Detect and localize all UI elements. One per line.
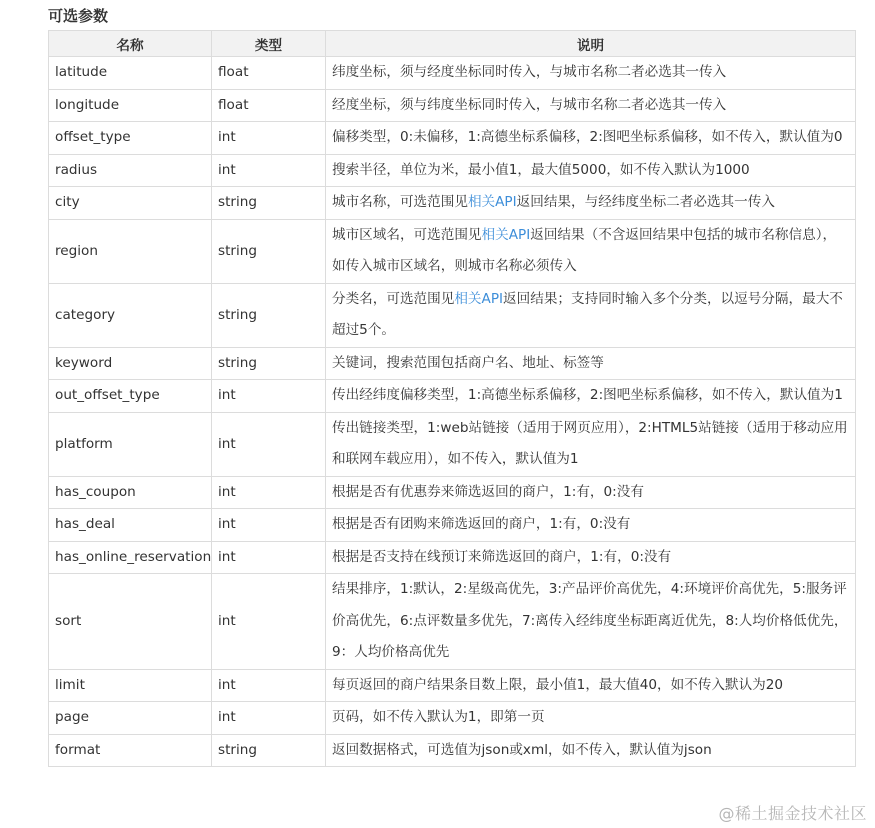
param-name: has_coupon (49, 476, 212, 509)
table-row (49, 574, 856, 670)
table-row (49, 509, 856, 542)
param-name: out_offset_type (49, 380, 212, 413)
param-description: 搜索半径，单位为米，最小值1，最大值5000，如不传入默认为1000 (326, 154, 856, 187)
table-row (49, 412, 856, 476)
table-row (49, 669, 856, 702)
param-type: string (212, 187, 326, 220)
param-description: 经度坐标，须与纬度坐标同时传入，与城市名称二者必选其一传入 (326, 89, 856, 122)
param-name: has_online_reservation (49, 541, 212, 574)
param-type: float (212, 57, 326, 90)
description-text: 城市区域名，可选范围见 (332, 226, 482, 243)
table-row (49, 187, 856, 220)
param-name: category (49, 283, 212, 347)
param-description: 传出链接类型，1:web站链接（适用于网页应用），2:HTML5站链接（适用于移动应用和联网车载应用），如不传入，默认值为1 (326, 412, 856, 476)
param-name: page (49, 702, 212, 735)
column-header-description: 说明 (326, 31, 856, 57)
param-name: limit (49, 669, 212, 702)
param-type: string (212, 283, 326, 347)
param-type: int (212, 380, 326, 413)
param-description: 关键词，搜索范围包括商户名、地址、标签等 (326, 347, 856, 380)
watermark: @稀土掘金技术社区 (718, 804, 867, 823)
param-description: 偏移类型，0:未偏移，1:高德坐标系偏移，2:图吧坐标系偏移，如不传入，默认值为0 (326, 122, 856, 155)
description-text: 返回结果（不含返回结果中包括的城市名称信息），如传入城市区域名，则城市名称必须传入 (332, 226, 837, 274)
table-row (49, 154, 856, 187)
param-name: longitude (49, 89, 212, 122)
table-row (49, 347, 856, 380)
param-name: offset_type (49, 122, 212, 155)
param-description: 根据是否支持在线预订来筛选返回的商户，1:有，0:没有 (326, 541, 856, 574)
param-name: has_deal (49, 509, 212, 542)
description-text: 分类名，可选范围见 (332, 290, 455, 307)
param-description: 根据是否有团购来筛选返回的商户，1:有，0:没有 (326, 509, 856, 542)
section-title: 可选参数 (48, 7, 109, 25)
description-text: 返回结果；支持同时输入多个分类，以逗号分隔，最大不超过5个。 (332, 290, 843, 338)
param-type: int (212, 574, 326, 670)
table-row (49, 57, 856, 90)
description-text: 返回结果，与经纬度坐标二者必选其一传入 (516, 194, 775, 210)
header-row (49, 31, 856, 57)
param-type: int (212, 702, 326, 735)
param-type: int (212, 669, 326, 702)
description-text: 城市名称，可选范围见 (332, 194, 468, 210)
param-type: int (212, 412, 326, 476)
table-row (49, 283, 856, 347)
table-row (49, 89, 856, 122)
param-description: 返回数据格式，可选值为json或xml，如不传入，默认值为json (326, 734, 856, 767)
table-row (49, 380, 856, 413)
param-type: int (212, 154, 326, 187)
param-description: 根据是否有优惠券来筛选返回的商户，1:有，0:没有 (326, 476, 856, 509)
param-name: sort (49, 574, 212, 670)
param-description: 页码，如不传入默认为1，即第一页 (326, 702, 856, 735)
param-name: region (49, 219, 212, 283)
param-type: string (212, 219, 326, 283)
param-name: city (49, 187, 212, 220)
table-header (49, 31, 856, 57)
param-name: latitude (49, 57, 212, 90)
param-description (326, 187, 856, 220)
param-type: string (212, 347, 326, 380)
param-type: int (212, 122, 326, 155)
param-type: string (212, 734, 326, 767)
param-name: format (49, 734, 212, 767)
param-description (326, 219, 856, 283)
param-description: 每页返回的商户结果条目数上限，最小值1，最大值40，如不传入默认为20 (326, 669, 856, 702)
table-body (49, 57, 856, 767)
table-row (49, 702, 856, 735)
table-row (49, 734, 856, 767)
param-type: int (212, 509, 326, 542)
table-row (49, 219, 856, 283)
param-type: int (212, 476, 326, 509)
param-type: float (212, 89, 326, 122)
param-name: keyword (49, 347, 212, 380)
column-header-name: 名称 (49, 31, 212, 57)
param-name: platform (49, 412, 212, 476)
table-row (49, 541, 856, 574)
param-description: 传出经纬度偏移类型，1:高德坐标系偏移，2:图吧坐标系偏移，如不传入，默认值为1 (326, 380, 856, 413)
column-header-type: 类型 (212, 31, 326, 57)
table-row (49, 476, 856, 509)
param-type: int (212, 541, 326, 574)
related-api-link[interactable]: 相关API (454, 290, 504, 307)
param-description: 纬度坐标，须与经度坐标同时传入，与城市名称二者必选其一传入 (326, 57, 856, 90)
related-api-link[interactable]: 相关API (467, 194, 517, 210)
table-row (49, 122, 856, 155)
param-description: 结果排序，1:默认，2:星级高优先，3:产品评价高优先，4:环境评价高优先，5:服务评价高优先，6:点评数量多优先，7:离传入经纬度坐标距离近优先，8:人均价格低优先，9：人均价格高优先 (326, 574, 856, 670)
param-description (326, 283, 856, 347)
related-api-link[interactable]: 相关API (481, 226, 531, 243)
optional-params-table (48, 30, 856, 767)
param-name: radius (49, 154, 212, 187)
